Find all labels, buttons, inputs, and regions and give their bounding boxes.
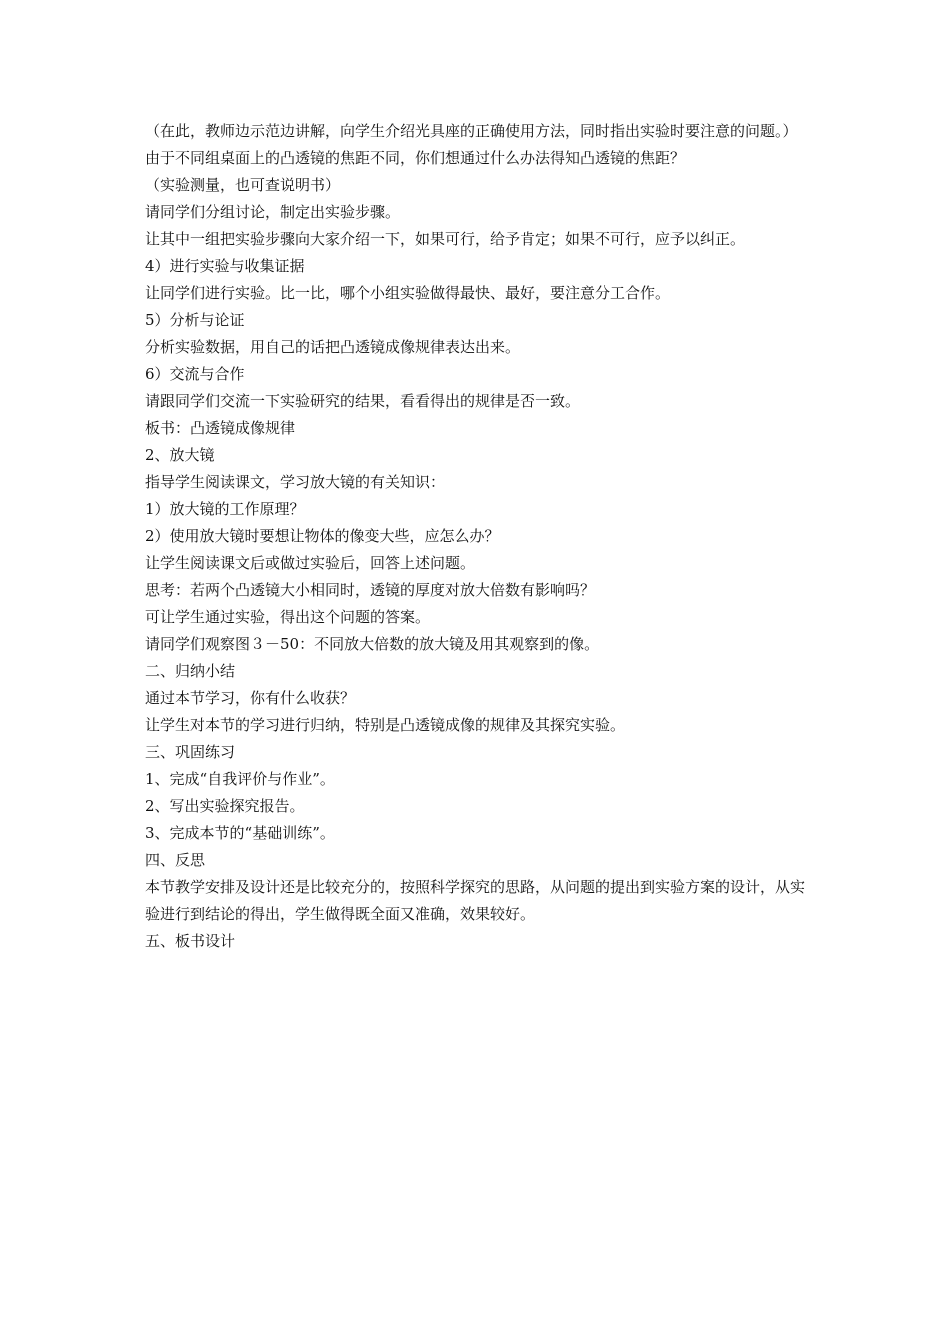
paragraph-group-discuss: 请同学们分组讨论，制定出实验步骤。 [145, 203, 401, 221]
paragraph-do-experiment: 让同学们进行实验。比一比，哪个小组实验做得最快、最好，要注意分工合作。 [145, 284, 671, 302]
practice-item-2: 2、写出实验探究报告。 [145, 797, 305, 815]
heading-experiment-collect: 4）进行实验与收集证据 [145, 257, 305, 275]
practice-item-3: 3、完成本节的“基础训练”。 [145, 824, 335, 842]
document-body [145, 118, 810, 955]
paragraph-experiment-answer: 可让学生通过实验，得出这个问题的答案。 [145, 608, 431, 626]
paragraph-board-note: 板书：凸透镜成像规律 [145, 419, 296, 437]
paragraph-reflection: 本节教学安排及设计还是比较充分的，按照科学探究的思路，从问题的提出到实验方案的设计，从实验进行到结论的得出，学生做得既全面又准确，效果较好。 [145, 878, 806, 923]
paragraph-focal-question: 由于不同组桌面上的凸透镜的焦距不同，你们想通过什么办法得知凸透镜的焦距？ [145, 149, 686, 167]
question-working-principle: 1）放大镜的工作原理？ [145, 500, 305, 518]
paragraph-exchange-results: 请跟同学们交流一下实验研究的结果，看看得出的规律是否一致。 [145, 392, 581, 410]
paragraph-present-steps: 让其中一组把实验步骤向大家介绍一下，如果可行，给予肯定；如果不可行，应予以纠正。 [145, 230, 746, 248]
question-enlarge-image: 2）使用放大镜时要想让物体的像变大些，应怎么办？ [145, 527, 500, 545]
practice-item-1: 1、完成“自我评价与作业”。 [145, 770, 335, 788]
paragraph-intro-note: （在此，教师边示范边讲解，向学生介绍光具座的正确使用方法，同时指出实验时要注意的问题。） [145, 122, 798, 140]
heading-exchange: 6）交流与合作 [145, 365, 245, 383]
heading-summary: 二、归纳小结 [145, 662, 236, 680]
heading-analysis: 5）分析与论证 [145, 311, 245, 329]
heading-board-design: 五、板书设计 [145, 932, 236, 950]
heading-reflection: 四、反思 [145, 851, 206, 869]
paragraph-guide-reading: 指导学生阅读课文，学习放大镜的有关知识： [145, 473, 446, 491]
paragraph-answer-questions: 让学生阅读课文后或做过实验后，回答上述问题。 [145, 554, 476, 572]
paragraph-analyze-data: 分析实验数据，用自己的话把凸透镜成像规律表达出来。 [145, 338, 521, 356]
paragraph-observe-figure: 请同学们观察图３－50：不同放大倍数的放大镜及用其观察到的像。 [145, 635, 600, 653]
paragraph-summarize: 让学生对本节的学习进行归纳，特别是凸透镜成像的规律及其探究实验。 [145, 716, 626, 734]
paragraph-gains: 通过本节学习，你有什么收获？ [145, 689, 356, 707]
paragraph-think: 思考：若两个凸透镜大小相同时，透镜的厚度对放大倍数有影响吗？ [145, 581, 596, 599]
paragraph-measure-note: （实验测量，也可查说明书） [145, 176, 341, 194]
heading-practice: 三、巩固练习 [145, 743, 236, 761]
heading-magnifier: 2、放大镜 [145, 446, 215, 464]
